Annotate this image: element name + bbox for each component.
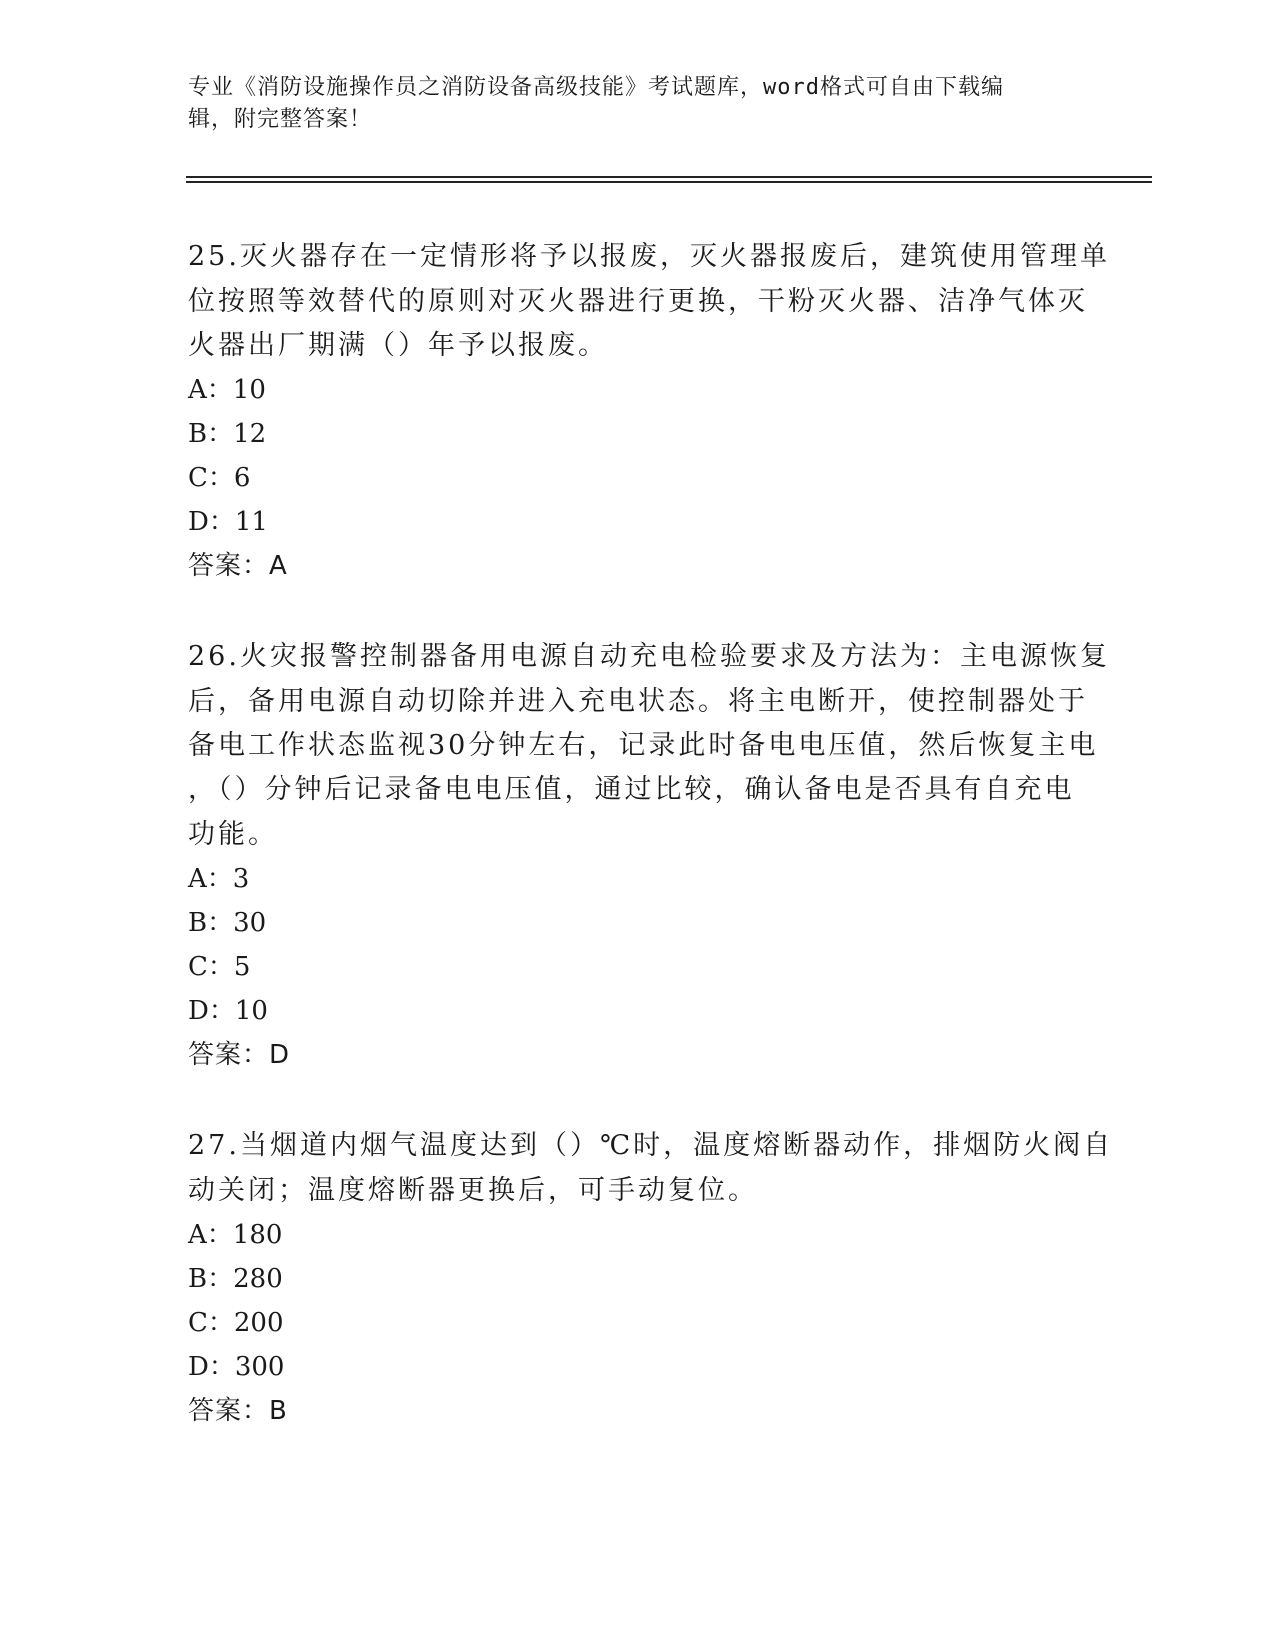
option-b: B：280	[188, 1264, 283, 1294]
option-a: A：180	[188, 1220, 283, 1250]
option-b: B：12	[188, 419, 267, 449]
question-text-line: 火器出厂期满（）年予以报废。	[188, 330, 608, 361]
option-a: A：10	[188, 375, 266, 405]
option-c: C：5	[188, 952, 251, 982]
question-text-line: 后，备用电源自动切除并进入充电状态。将主电断开，使控制器处于	[188, 686, 1088, 717]
question-text-line: 功能。	[188, 819, 278, 850]
question-text-line: 25.灭火器存在一定情形将予以报废，灭火器报废后，建筑使用管理单	[188, 241, 1110, 272]
question-text-line: 位按照等效替代的原则对灭火器进行更换，干粉灭火器、洁净气体灭	[188, 286, 1088, 317]
option-c: C：6	[188, 463, 251, 493]
option-d: D：300	[188, 1352, 285, 1382]
header-text-line-1: 专业《消防设施操作员之消防设备高级技能》考试题库，word格式可自由下载编	[188, 75, 1004, 100]
question-text-line: 27.当烟道内烟气温度达到（）℃时，温度熔断器动作，排烟防火阀自	[188, 1130, 1114, 1161]
question-text-line: 动关闭；温度熔断器更换后，可手动复位。	[188, 1175, 758, 1206]
option-c: C：200	[188, 1308, 284, 1338]
answer-line: 答案：D	[188, 1040, 291, 1070]
option-d: D：11	[188, 507, 268, 537]
question-text-line: ，（）分钟后记录备电电压值，通过比较，确认备电是否具有自充电	[188, 774, 1075, 805]
option-d: D：10	[188, 996, 268, 1026]
header-divider-bottom	[186, 181, 1152, 183]
header-text-line-2: 辑，附完整答案！	[188, 107, 373, 132]
answer-line: 答案：B	[188, 1396, 288, 1426]
option-a: A：3	[188, 864, 250, 894]
question-text-line: 备电工作状态监视30分钟左右，记录此时备电电压值，然后恢复主电	[188, 730, 1099, 761]
answer-line: 答案：A	[188, 551, 288, 581]
question-text-line: 26.火灾报警控制器备用电源自动充电检验要求及方法为：主电源恢复	[188, 641, 1110, 672]
option-b: B：30	[188, 908, 267, 938]
header-divider-top	[186, 176, 1152, 178]
